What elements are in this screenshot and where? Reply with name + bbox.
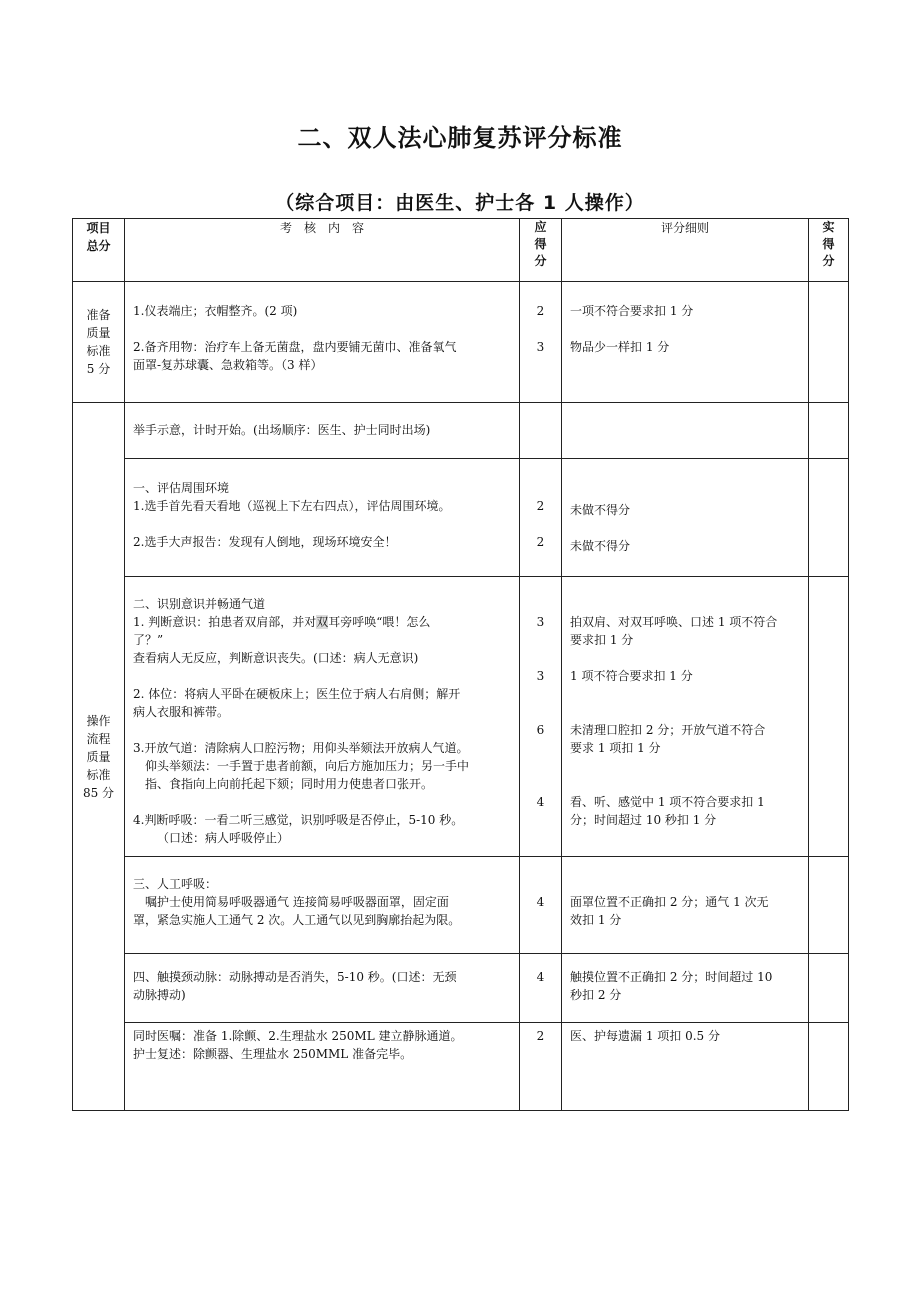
prep-content: 1.仪表端庄；衣帽整齐。(2 项) 2.备齐用物：治疗车上备无菌盘，盘内要铺无菌巾、准备氧气 面罩-复苏球囊、急救箱等。（3 样） [125,282,520,403]
airway-rules: 拍双肩、对双耳呼唤、口述 1 项不符合 要求扣 1 分 1 项不符合要求扣 1 分 未清理口腔扣 2 分；开放气道不符合 要求 1 项扣 1 分 看、听、感觉中 1 项不符合要求扣 1 分；时间超过 10 秒扣 1 分 [562,577,809,857]
pulse-rules: 触摸位置不正确扣 2 分；时间超过 10 秒扣 2 分 [562,954,809,1023]
header-score: 应 得 分 [520,219,562,282]
process-category: 操作 流程 质量 标准 85 分 [73,403,125,1111]
order-score: 2 [520,1023,562,1111]
table-header-row [73,219,849,282]
start-actual [809,403,849,459]
pulse-actual [809,954,849,1023]
env-actual [809,459,849,577]
env-rules: 未做不得分 未做不得分 [562,459,809,577]
header-rules: 评分细则 [562,219,809,282]
scoring-table [72,218,849,1111]
order-actual [809,1023,849,1111]
prep-scores: 2 3 [520,282,562,403]
breath-actual [809,857,849,954]
table-row-env [73,459,849,577]
airway-content: 二、识别意识并畅通气道 1. 判断意识：拍患者双肩部，并对双耳旁呼唤“喂！怎么 了？” 查看病人无反应，判断意识丧失。(口述：病人无意识) 2. 体位：将病人平卧在硬板床上；医生位于病人右肩侧；解开 病人衣服和裤带。 3.开放气道：清除病人口腔污物；用仰头举颏法开放病人气道。 仰头举颏法：一手置于患者前额，向后方施加压力；另一手中 指、食指向上向前托起下颏；同时用力使患者口张开。 4.判断呼吸：一看二听三感觉，识别呼吸是否停止，5-10 秒。 （口述：病人呼吸停止） [125,577,520,857]
table-row-breath [73,857,849,954]
header-actual: 实 得 分 [809,219,849,282]
start-score [520,403,562,459]
order-content: 同时医嘱：准备 1.除颤、2.生理盐水 250ML 建立静脉通道。 护士复述：除颤器、生理盐水 250MML 准备完毕。 [125,1023,520,1111]
table-row-pulse [73,954,849,1023]
table-row-airway [73,577,849,857]
breath-rules: 面罩位置不正确扣 2 分；通气 1 次无 效扣 1 分 [562,857,809,954]
env-content: 一、评估周围环境 1.选手首先看天看地（巡视上下左右四点），评估周围环境。 2.选手大声报告：发现有人倒地，现场环境安全！ [125,459,520,577]
start-rules [562,403,809,459]
page-title: 二、双人法心肺复苏评分标准 [297,124,623,152]
airway-actual [809,577,849,857]
prep-rules: 一项不符合要求扣 1 分 物品少一样扣 1 分 [562,282,809,403]
pulse-score: 4 [520,954,562,1023]
table-row-prep [73,282,849,403]
table-row-order [73,1023,849,1111]
breath-content: 三、人工呼吸： 嘱护士使用简易呼吸器通气 连接简易呼吸器面罩，固定面 罩，紧急实施人工通气 2 次。人工通气以见到胸廓抬起为限。 [125,857,520,954]
header-category: 项目 总分 [73,219,125,282]
env-scores: 2 2 [520,459,562,577]
airway-scores: 3 3 6 4 [520,577,562,857]
start-content: 举手示意，计时开始。(出场顺序：医生、护士同时出场) [125,403,520,459]
pulse-content: 四、触摸颈动脉：动脉搏动是否消失，5-10 秒。(口述：无颈 动脉搏动) [125,954,520,1023]
header-content: 考 核 内 容 [125,219,520,282]
order-rules: 医、护每遗漏 1 项扣 0.5 分 [562,1023,809,1111]
prep-actual [809,282,849,403]
highlighted-text: 双 [316,615,329,629]
breath-score: 4 [520,857,562,954]
page-subtitle: （综合项目：由医生、护士各 1 人操作） [275,192,645,214]
table-row-start [73,403,849,459]
prep-category: 准备 质量 标准 5 分 [73,282,125,403]
